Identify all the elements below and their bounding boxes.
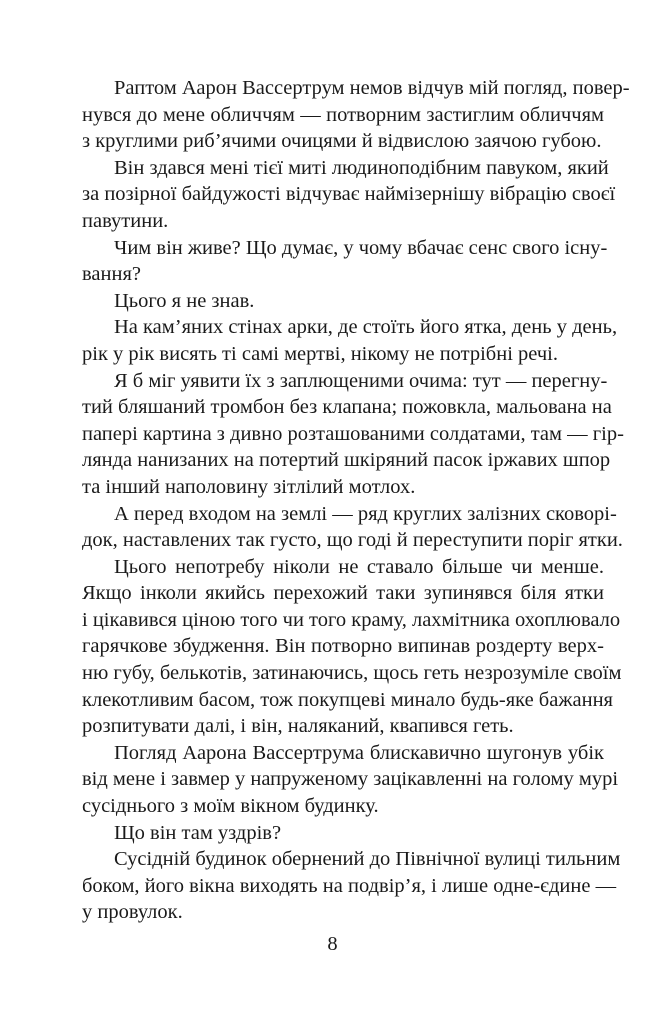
text-line: Раптом Аарон Вассертрум немов відчув мій погляд, повер- bbox=[114, 77, 630, 99]
text-line: ню губу, белькотів, затинаючись, щось геть незрозуміле своїм bbox=[82, 662, 622, 685]
text-line: Сусідній будинок обернений до Північної вулиці тильним bbox=[114, 848, 621, 871]
text-line: док, наставлених так густо, що годі й переступити поріг ятки. bbox=[82, 529, 623, 552]
text-line: та інший наполовину зітлілий мотлох. bbox=[82, 475, 416, 498]
paragraph bbox=[82, 820, 604, 847]
text-line: з круглими риб’ячими очицями й відвислою заячою губою. bbox=[82, 130, 602, 153]
paragraph bbox=[82, 501, 623, 554]
text-line: лянда нанизаних на потертий шкіряний пасок іржавих шпор bbox=[82, 449, 611, 472]
paragraph bbox=[82, 75, 630, 155]
text-line: вання? bbox=[82, 263, 141, 286]
text-line: папері картина з дивно розташованими солдатами, там — гір- bbox=[82, 422, 624, 445]
text-line: розпитувати далі, і він, наляканий, квапився геть. bbox=[82, 715, 514, 738]
text-line: боком, його вікна виходять на подвір’я, і лише одне-єдине — bbox=[82, 874, 617, 897]
paragraph bbox=[82, 554, 622, 740]
paragraph bbox=[82, 846, 621, 926]
text-line: тий бляшаний тромбон без клапана; пожовкла, мальована на bbox=[82, 396, 612, 419]
paragraph bbox=[82, 740, 619, 820]
paragraph bbox=[82, 314, 618, 367]
text-line: нувся до мене обличчям — потворним застиглим обличчям bbox=[82, 103, 604, 126]
text-line: рік у рік висять ті самі мертві, нікому не потрібні речі. bbox=[82, 342, 558, 365]
text-line: Що він там уздрів? bbox=[114, 821, 282, 844]
paragraph bbox=[82, 368, 624, 501]
text-line: клекотливим басом, тож покупцеві минало будь-яке бажання bbox=[82, 688, 613, 711]
text-line: Погляд Аарона Вассертрума блискавично шугонув убік bbox=[114, 741, 604, 764]
text-line: Я б міг уявити їх з заплющеними очима: тут — перегну- bbox=[114, 369, 608, 392]
text-line: А перед входом на землі — ряд круглих залізних сковорі- bbox=[114, 502, 617, 525]
text-line: за позірної байдужості відчуває наймізернішу вібрацію своєї bbox=[82, 183, 616, 206]
paragraph bbox=[82, 288, 604, 315]
paragraph bbox=[82, 235, 608, 288]
text-line: сусіднього з моїм вікном будинку. bbox=[82, 795, 379, 818]
text-line: Цього непотребу ніколи не ставало більше чи менше. bbox=[114, 555, 604, 578]
page-number: 8 bbox=[327, 933, 338, 955]
text-line: Чим він живе? Що думає, у чому вбачає сенс свого існу- bbox=[114, 236, 608, 259]
text-line: гарячкове збудження. Він потворно випинав роздерту верх- bbox=[82, 635, 604, 658]
text-line: від мене і завмер у напруженому зацікавленні на голому мурі bbox=[82, 768, 619, 791]
paragraph bbox=[82, 155, 616, 235]
text-line: Якщо інколи якийсь перехожий таки зупинявся біля ятки bbox=[82, 582, 604, 605]
text-line: у провулок. bbox=[82, 901, 183, 924]
body-text bbox=[82, 75, 630, 926]
text-line: Цього я не знав. bbox=[114, 289, 255, 312]
text-line: Він здався мені тієї миті людиноподібним павуком, який bbox=[114, 156, 609, 179]
text-line: На кам’яних стінах арки, де стоїть його ятка, день у день, bbox=[114, 316, 618, 339]
text-line: павутини. bbox=[82, 209, 169, 232]
text-line: і цікавився ціною того чи того краму, лахмітника охоплювало bbox=[82, 608, 621, 631]
